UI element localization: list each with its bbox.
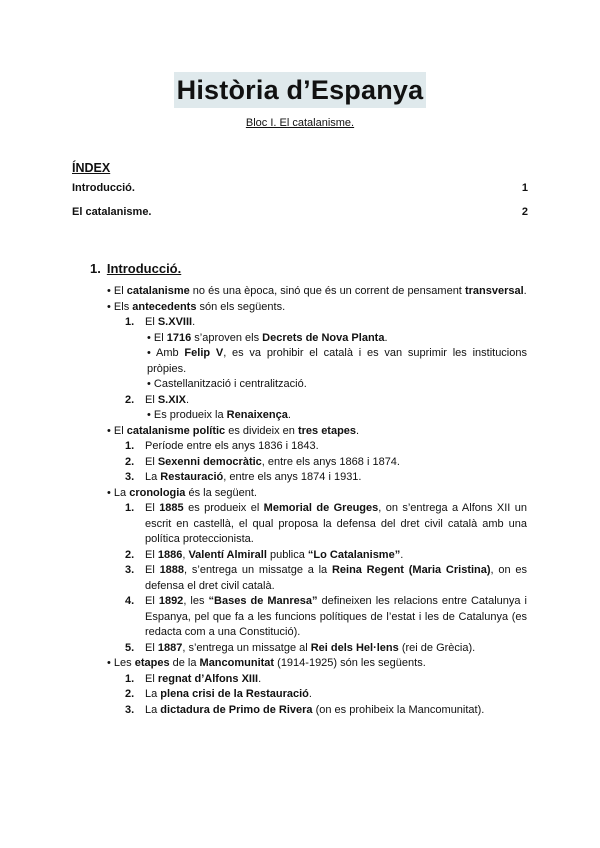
section-body bbox=[107, 284, 527, 718]
list-item: 3. La dictadura de Primo de Rivera (on es prohibeix la Mancomunitat). bbox=[125, 703, 485, 716]
index-row-label: El catalanisme. bbox=[72, 206, 152, 218]
section-number: 1. bbox=[90, 261, 101, 276]
list-item: 2. El Sexenni democràtic, entre els anys 1868 i 1874. bbox=[125, 455, 400, 468]
section-heading bbox=[90, 261, 181, 277]
list-item: 3. La Restauració, entre els anys 1874 i 1931. bbox=[125, 471, 362, 483]
list-item: 1. El regnat d’Alfons XIII. bbox=[125, 672, 262, 685]
page-title: Història d’Espanya bbox=[174, 72, 427, 108]
index-row-page: 2 bbox=[521, 206, 528, 218]
subtitle: Bloc I. El catalanisme. bbox=[245, 117, 355, 129]
index-row-label: Introducció. bbox=[72, 182, 135, 194]
sub-item: • Castellanització i centralització. bbox=[147, 378, 307, 390]
index-heading: ÍNDEX bbox=[72, 161, 111, 175]
list-item: 2. El S.XIX. bbox=[125, 393, 190, 406]
list-item: 1. Període entre els anys 1836 i 1843. bbox=[125, 440, 319, 452]
title-wrap bbox=[0, 72, 600, 108]
list-item: 5. El 1887, s’entrega un missatge al Rei dels Hel·lens (rei de Grècia). bbox=[125, 641, 476, 654]
sub-item: • El 1716 s’aproven els Decrets de Nova Planta. bbox=[147, 331, 388, 344]
paragraph: • Les etapes de la Mancomunitat (1914-1925) són les següents. bbox=[107, 657, 426, 669]
paragraph: • Els antecedents són els següents. bbox=[107, 300, 286, 313]
index-row[interactable] bbox=[72, 181, 528, 197]
index-row-page: 1 bbox=[521, 182, 528, 194]
list-item: 3. El 1888, s’entrega un missatge a la Reina Regent (Maria Cristina), on es defensa el dret civil català. bbox=[125, 564, 528, 592]
paragraph: • La cronologia és la següent. bbox=[107, 486, 257, 499]
list-item: 2. El 1886, Valentí Almirall publica “Lo Catalanisme”. bbox=[125, 548, 404, 561]
list-item: 2. La plena crisi de la Restauració. bbox=[125, 688, 312, 700]
list-item: 4. El 1892, les “Bases de Manresa” defineixen les relacions entre Catalunya i Espanya, pel que fa a les funcions polítiques de l’estat i les de Catalunya (es redacta com a una Constitució). bbox=[125, 595, 528, 638]
paragraph: • El catalanisme no és una època, sinó que és un corrent de pensament transversal. bbox=[107, 285, 527, 297]
list-item: 1. El S.XVIII. bbox=[125, 316, 196, 328]
index-row[interactable] bbox=[72, 205, 528, 221]
sub-item: • Es produeix la Renaixença. bbox=[147, 409, 291, 421]
list-item: 1. El 1885 es produeix el Memorial de Greuges, on s’entrega a Alfons XII un escrit en castellà, el qual proposa la defensa del dret civil català amb una política proteccionista. bbox=[125, 502, 527, 545]
sub-item: • Amb Felip V, es va prohibir el català i es van suprimir les institucions pròpies. bbox=[147, 347, 527, 375]
section-title: Introducció. bbox=[106, 261, 182, 276]
paragraph: • El catalanisme polític es divideix en tres etapes. bbox=[107, 424, 360, 437]
